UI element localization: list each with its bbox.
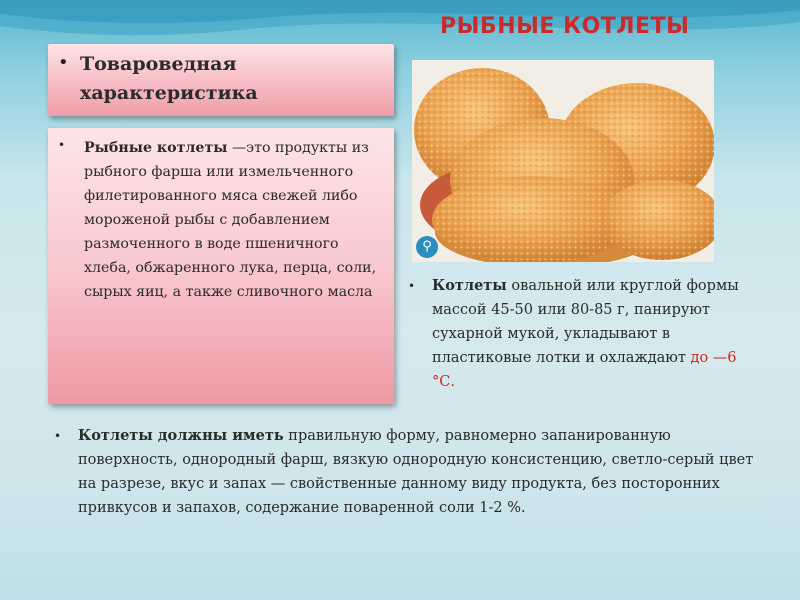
bullet: • <box>54 429 62 443</box>
shape-note <box>408 274 748 394</box>
bullet: • <box>58 138 66 152</box>
definition-term: Рыбные котлеты <box>84 140 228 156</box>
fish-cutlets-photo <box>412 60 714 262</box>
cutlets-illustration <box>412 60 714 262</box>
shape-note-text <box>432 274 748 394</box>
magnifier-icon[interactable]: ⚲ <box>416 236 438 258</box>
slide-title: РЫБНЫЕ КОТЛЕТЫ <box>440 14 690 39</box>
header-box <box>48 44 394 116</box>
definition-box <box>48 128 394 404</box>
definition-body: —это продукты из рыбного фарша или измельченного филетированного мяса свежей либо мороженой рыбы с добавлением размоченного в воде пшеничного хлеба, обжаренного лука, перца, соли, сырых яиц, а также сливочного масла <box>84 140 377 300</box>
bullet: • <box>58 52 69 73</box>
temperature-highlight: до —6 °С. <box>432 350 737 390</box>
bullet: • <box>408 279 416 293</box>
shape-note-body: овальной или круглой формы массой 45-50 или 80-85 г, панируют сухарной мукой, укладывают в пластиковые лотки и охлаждают <box>432 278 739 366</box>
requirements-note <box>54 424 754 520</box>
requirements-term: Котлеты должны иметь <box>78 427 284 444</box>
requirements-body: правильную форму, равномерно запанированную поверхность, однородный фарш, вязкую однородную консистенцию, светло-серый цвет на разрезе, вкус и запах — свойственные данному виду продукта, без посторонних привкусов и запахов, содержание поваренной соли 1-2 %. <box>78 428 754 516</box>
shape-note-term: Котлеты <box>432 277 507 294</box>
definition-text <box>84 136 384 304</box>
header-box-text: Товароведная характеристика <box>80 53 258 104</box>
requirements-text <box>78 424 754 520</box>
